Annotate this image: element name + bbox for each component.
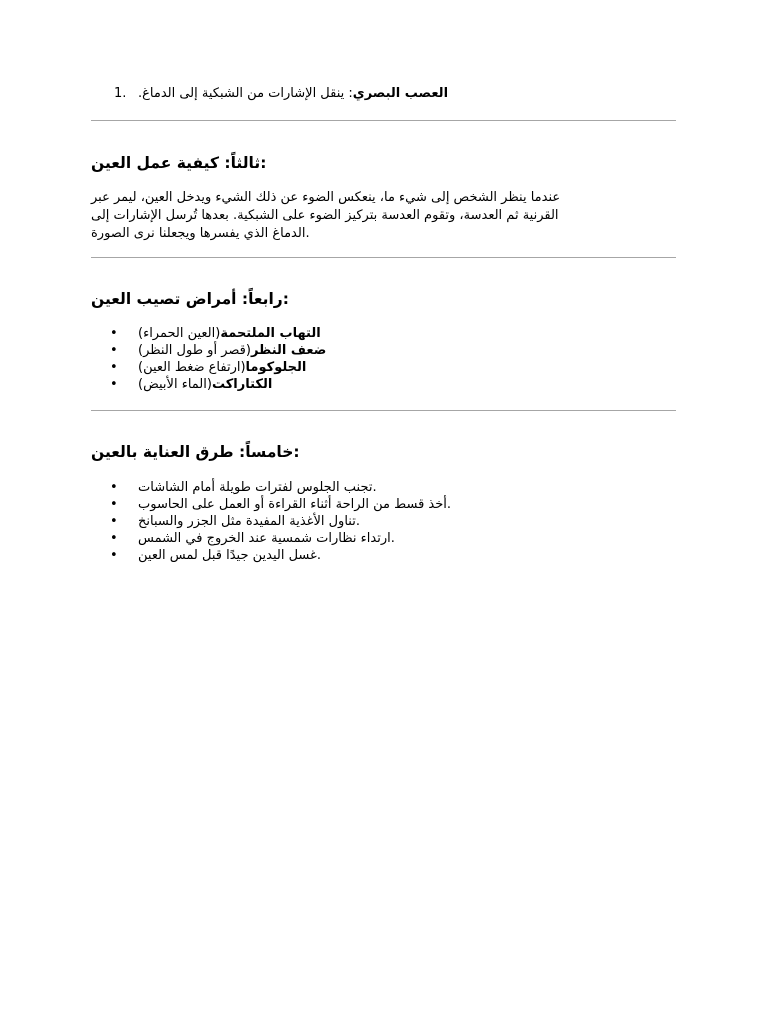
list-item: • أخذ قسط من الراحة أثناء القراءة أو العمل على الحاسوب. xyxy=(110,497,452,512)
disease-name: الجلوكوما xyxy=(245,360,307,375)
heading-eye-care: خامساً: طرق العناية بالعين: xyxy=(91,443,300,461)
list-item: • تناول الأغذية المفيدة مثل الجزر والسبانخ. xyxy=(110,514,360,529)
bullet-icon: • xyxy=(110,497,118,512)
bullet-icon: • xyxy=(110,326,118,341)
bullet-icon: • xyxy=(110,548,118,563)
eye-diseases-list xyxy=(110,325,326,393)
bullet-icon: • xyxy=(110,360,118,375)
list-item: • (الماء الأبيض)الكتاراكت xyxy=(110,377,273,392)
paragraph-line: القرنية ثم العدسة، وتقوم العدسة بتركيز الضوء على الشبكية. بعدها تُرسل الإشارات إلى xyxy=(91,208,559,223)
paragraph-line: الدماغ الذي يفسرها ويجعلنا نرى الصورة. xyxy=(91,226,310,241)
bullet-icon: • xyxy=(110,343,118,358)
bullet-icon: • xyxy=(110,480,118,495)
horizontal-divider xyxy=(91,120,676,121)
list-item: • (ارتفاع ضغط العين)الجلوكوما xyxy=(110,360,307,375)
bullet-icon: • xyxy=(110,514,118,529)
horizontal-divider xyxy=(91,257,676,258)
list-item: • (العين الحمراء)التهاب الملتحمة xyxy=(110,326,321,341)
list-item-text xyxy=(138,84,448,104)
list-item: • تجنب الجلوس لفترات طويلة أمام الشاشات. xyxy=(110,480,377,495)
paragraph-line: عندما ينظر الشخص إلى شيء ما، ينعكس الضوء عن ذلك الشيء ويدخل العين، ليمر عبر xyxy=(91,190,561,205)
bullet-icon: • xyxy=(110,377,118,392)
list-item: • ارتداء نظارات شمسية عند الخروج في الشمس. xyxy=(110,531,395,546)
disease-name: ضعف النظر xyxy=(250,343,327,358)
numbered-list-item xyxy=(114,84,674,106)
paragraph-how-eye-works xyxy=(91,189,641,243)
horizontal-divider xyxy=(91,410,676,411)
disease-name: التهاب الملتحمة xyxy=(220,326,321,341)
heading-how-eye-works: ثالثاً: كيفية عمل العين: xyxy=(91,154,267,172)
bullet-icon: • xyxy=(110,531,118,546)
eye-care-list xyxy=(110,479,451,564)
term-optic-nerve: العصب البصري xyxy=(352,86,449,101)
heading-eye-diseases: رابعاً: أمراض تصيب العين: xyxy=(91,290,289,308)
disease-name: الكتاراكت xyxy=(211,377,273,392)
list-number: 1. xyxy=(114,86,127,101)
list-item: • غسل اليدين جيدًا قبل لمس العين. xyxy=(110,548,321,563)
list-item: • (قصر أو طول النظر)ضعف النظر xyxy=(110,343,327,358)
term-description: : ينقل الإشارات من الشبكية إلى الدماغ. xyxy=(138,86,353,101)
